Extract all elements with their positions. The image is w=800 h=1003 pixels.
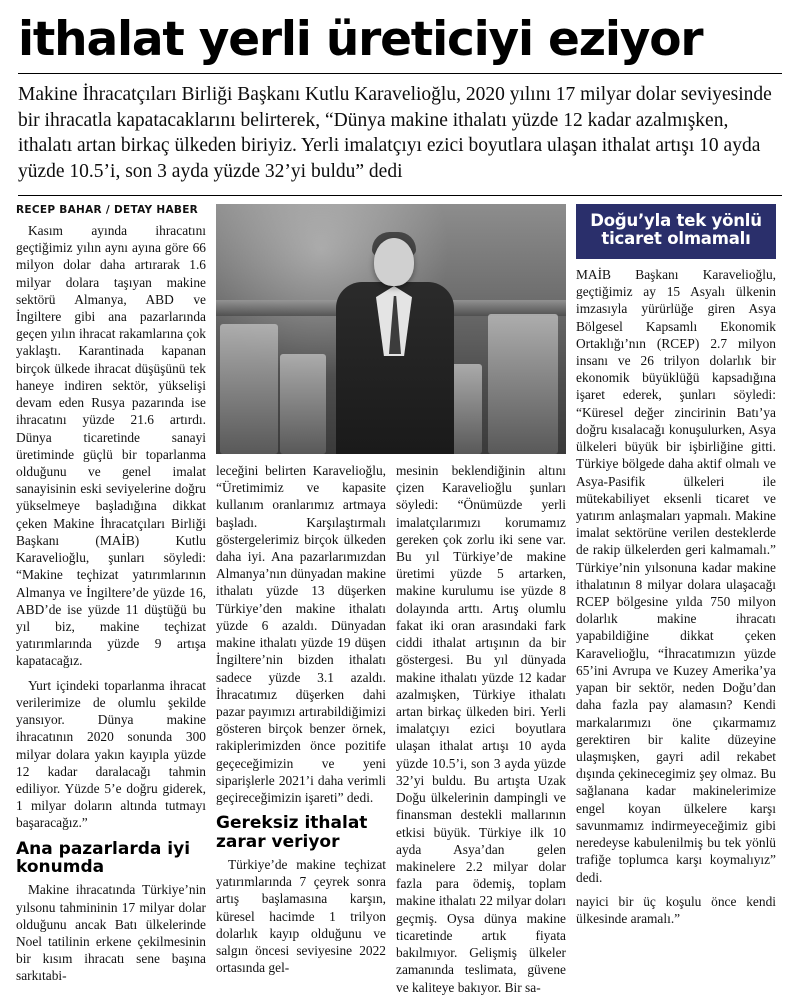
photo-person-head [374,238,414,286]
column-one [16,204,206,992]
divider-middle [18,195,782,196]
paragraph: Makine ihracatında Türkiye’nin yılsonu tahmininin 17 milyar dolar olduğunu ancak Batı ülkelerinde Noel tatilinin erkene çekilmesinin bir kısım ihracatı sene başına sarkıtabi- [16,882,206,984]
photo-and-columns [216,204,566,1003]
photo-pipe [488,314,558,454]
article-body [16,204,784,1003]
section-subhead: Ana pazarlarda iyi konumda [16,838,191,877]
page-title: ithalat yerli üreticiyi eziyor [18,12,703,67]
photo-pipe [220,324,278,454]
byline: RECEP BAHAR / DETAY HABER [16,203,199,216]
paragraph: Türkiye’de makine teçhizat yatırımlarında 7 çeyrek sonra artış başlamasına karşın, küresel hacimde 1 trilyon dolarlık kayıp olduğunu ve salgın öncesi seviyesine 2022 ortasında gel- [216,857,386,976]
paragraph: leceğini belirten Karavelioğlu, “Üretimimiz ve kapasite kullanım oranlarımız artmaya başladı. Karşılaştırmalı göstergelerimiz birçok ülkeden daha iyi. Ana pazarlarımızdan Almanya’nın dünyadan makine ithalatı yüzde 13 düşerken Türkiye’den makine ithalatı yüzde 6 azaldı. Dünyadan makine ithalatı yüzde 19 düşen İngiltere’nin bizden ithalatı sadece yüzde 3.1 azaldı. İhracatımız düşerken dahi pazar payımızı artırabildiğimizi gösteren birçok benzer örnek, rakiplerimizden önce pozitife geçeceğimizin ve yeni siparişlerle 2021’i daha verimli geçireceğimizin işareti” dedi. [216,462,386,806]
paragraph: Yurt içindeki toparlanma ihracat verilerimize de olumlu şekilde yansıyor. Dünya makine ihracatının 2020 sonunda 300 milyar dolara yakın kayıpla yüzde 12 kadar daralacağı tahmin ediliyor. Yüzde 5’e doğru giderek, 1 milyar doların altında tutmayı başaracağız.” [16,677,206,831]
section-subhead: Gereksiz ithalat zarar veriyor [216,813,368,852]
sidebar-body [576,259,776,927]
photo-image [216,204,566,454]
column-two [216,462,386,1003]
article-photo [216,204,566,454]
paragraph: mesinin beklendiğinin altını çizen Karavelioğlu şunları söyledi: “Önümüzde yerli imalatçılarımızı korumamız gereken çok zorlu iki sene var. Bu yıl Türkiye’de makine üretimi yüzde 5 artarken, makine kurulumu ise yüzde 8 dolayında arttı. Artış olumlu fakat iki oran arasındaki fark ciddi ithalat artışının da bir göstergesi. Bu yıl dünyada makine ithalatı yüzde 12 kadar azalmışken, Türkiye ithalatı artan birkaç ülkeden biri. Yerli imalatçıyı ezici boyutlara ulaşan ithalat artışı 10 ayda yüzde 10.5’i, son 3 ayda yüzde 32’yi buldu. Bu artışta Uzak Doğu ülkelerinin dampingli ve finansman destekli mallarının etkisi büyük. Türkiye ilk 10 ayda Asya’dan gelen makinelere 2.2 milyar dolar fazla para ödemiş, toplam makine ithalatı 22 milyar doları geçmiş. Oysa dünya makine ticaretinde artık fiyata bakılmıyor. Gelişmiş ülkeler zamanında teslimata, güvene ve kaliteye bakıyor. Bir sa- [396,462,566,995]
column-three [396,462,566,1003]
paragraph: Kasım ayında ihracatını geçtiğimiz yılın aynı ayına göre 66 milyon dolar daha artırarak 1.6 milyar dolara taşıyan makine sektörü Almanya, ABD ve İngiltere gibi ana pazarlarında geçen yılın ihracat rakamlarına çok yaklaştı. Karantinada kapanan birçok ülkede ihracat düşüşünü tek haneye indiren sektör, yükselişi devam eden Rusya pazarında ise ihracatını yüzde 21.6 artırdı. Dünya ticaretinde sanayi üretiminde güçlü bir toparlanma olduğunu ve genel imalat sanayisinin eski seviyelerine doğru yükselmeye başladığına dikkat çeken Makine İhracatçıları Birliği Başkanı (MAİB) Kutlu Karavelioğlu, şunları söyledi: “Makine teçhizat yatırımlarının Almanya ve İngiltere’de yüzde 16, ABD’de ise yüzde 11 düştüğü bu yıl biz, makine teçhizat yatırımlarında yüzde 9 artışa kapatacağız. [16,222,206,669]
paragraph: MAİB Başkanı Karavelioğlu, geçtiğimiz ay 15 Asyalı ülkenin imzasıyla yürürlüğe giren Asya Bölgesel Kapsamlı Ekonomik Ortaklığı’nın (RCEP) 2.7 milyon insanı ve 26 trilyon dolarlık bir ekonomik büyüklüğü kapsadığına işaret ederek, şunları söyledi: “Küresel değer zincirinin Batı’ya doğru kısalacağı konuşulurken, Asya ülkeleri büyük bir işbirliğine gitti. Türkiye bölgede daha aktif olmalı ve Asya-Pasifik ülkeleri ile mütekabiliyet eksenli ticaret ve yatırım anlaşmaları yapmalı. Makine imalat sektörüne verilen desteklerde de rakip ülkelerden geri kalmamalı.” Türkiye’nin yılsonuna kadar makine ithalatının 8 milyar dolara ulaşacağı RCEP bölgesine yılda 750 milyon dolarlık makine ihracatı yapabildiğine dikkat çeken Karavelioğlu, “İhracatımızın yüzde 65’ini Avrupa ve Kuzey Amerika’ya yapan bir sektör, neden Doğu’dan daha fazla pay alamasın? Kendi markalarımızı öne çıkarmamız gerektiren bir kalite düzeyine ulaşmışken, gayri adil rekabet dışında çekinecegimiz şey olmaz. Bu sağlanana kadar makinelerimize engel koyan ülkelere karşı savunmamız indirmeyeceğimiz gibi neredeyse kabulenilmiş bu tek yönlü trafiğe toplumca karşı koymalıyız” dedi. [576,266,776,885]
sidebar-box [576,204,776,934]
paragraph: nayici bir üç koşulu önce kendi ülkesinde aramalı.” [576,893,776,926]
divider-top [18,73,782,74]
photo-pipe [280,354,326,454]
sidebar-title: Doğu’yla tek yönlü ticaret olmamalı [576,204,776,259]
columns-two-three [216,462,566,1003]
article-summary: Makine İhracatçıları Birliği Başkanı Kutlu Karavelioğlu, 2020 yılını 17 milyar dolar seviyesinde bir ihracatla kapatacaklarını belirterek, “Dünya makine ithalatı yüzde 12 kadar azalmışken, ithalatı artan birkaç ülkeden biriyiz. Yerli imalatçıyı ezici boyutlara ulaşan ithalat artışı 10 ayda yüzde 10.5’i, son 3 ayda yüzde 32’yi buldu” dedi [18,84,772,183]
